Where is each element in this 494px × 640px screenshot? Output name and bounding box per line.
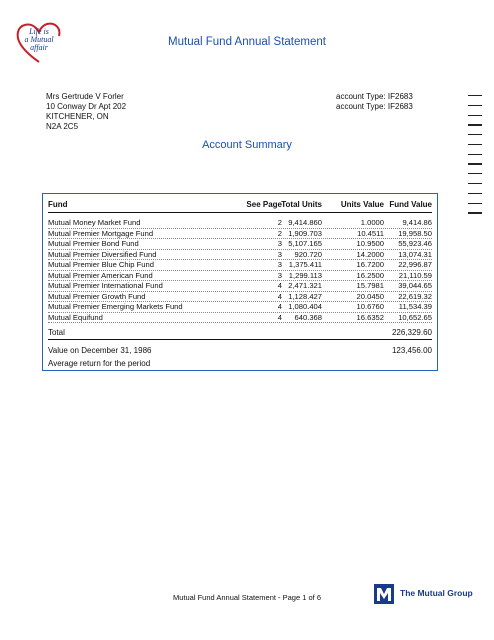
page-footer: Mutual Fund Annual Statement - Page 1 of 6 <box>172 593 321 602</box>
cell-see-page: 3 <box>277 249 282 259</box>
cell-fund-value: 21,110.59 <box>398 270 432 280</box>
margin-tick <box>468 183 482 184</box>
cell-see-page: 4 <box>277 291 282 301</box>
cell-fund-value: 13,074.31 <box>398 249 432 259</box>
average-return-label: Average return for the period <box>48 359 151 368</box>
logo-line-3: affair <box>30 43 48 52</box>
cell-fund: Mutual Premier Diversified Fund <box>48 249 157 259</box>
table-row <box>48 302 432 313</box>
cell-fund-value: 11,534.39 <box>398 302 432 311</box>
header-units-value: Units Value <box>340 200 384 209</box>
cell-see-page: 4 <box>277 281 282 290</box>
cell-units-value: 16.2500 <box>356 270 384 280</box>
cell-fund-value: 55,923.46 <box>398 239 432 248</box>
cell-total-units: 9,414.860 <box>288 218 322 227</box>
header-see-page: See Page <box>246 200 282 209</box>
logo-line-2: a Mutual <box>24 35 54 44</box>
total-row <box>48 328 432 340</box>
table-row <box>48 313 432 324</box>
cell-see-page: 3 <box>277 260 282 269</box>
table-row <box>48 239 432 250</box>
cell-see-page: 2 <box>277 218 282 227</box>
margin-tick <box>468 193 482 194</box>
cell-units-value: 20.0450 <box>356 291 384 301</box>
total-value: 226,329.60 <box>391 328 432 337</box>
cell-total-units: 5,107.165 <box>288 239 322 248</box>
cell-total-units: 2,471.321 <box>288 281 322 290</box>
margin-tick <box>468 163 482 164</box>
cell-total-units: 1,299.113 <box>288 270 322 280</box>
value-date-label: Value on December 31, 1986 <box>48 346 152 355</box>
account-type-1: account Type: IF2683 <box>336 92 413 101</box>
cell-fund: Mutual Premier International Fund <box>48 281 163 290</box>
cell-fund: Mutual Premier American Fund <box>48 270 153 280</box>
margin-tick <box>468 173 482 174</box>
value-date-amount: 123,456.00 <box>391 346 432 355</box>
cell-units-value: 16.6352 <box>356 312 384 322</box>
cell-fund: Mutual Premier Growth Fund <box>48 291 146 301</box>
margin-tick <box>468 212 482 213</box>
cell-fund-value: 22,619.32 <box>398 291 432 301</box>
header-total-units: Total Units <box>281 200 322 209</box>
cell-units-value: 10.9500 <box>356 239 384 248</box>
margin-tick <box>468 134 482 135</box>
cell-total-units: 1,375.411 <box>288 260 322 269</box>
address-street: 10 Conway Dr Apt 202 <box>46 102 127 111</box>
cell-units-value: 16.7200 <box>356 260 384 269</box>
summary-table <box>42 193 438 371</box>
cell-total-units: 920.720 <box>294 249 322 259</box>
statement-title: Mutual Fund Annual Statement <box>168 36 326 48</box>
cell-fund-value: 22,996.87 <box>398 260 432 269</box>
address-city: KITCHENER, ON <box>46 112 109 121</box>
cell-see-page: 2 <box>277 228 282 238</box>
cell-fund: Mutual Premier Emerging Markets Fund <box>48 302 183 311</box>
cell-units-value: 1.0000 <box>360 218 384 227</box>
cell-fund: Mutual Premier Blue Chip Fund <box>48 260 154 269</box>
address-name: Mrs Gertrude V Forler <box>46 92 124 101</box>
cell-total-units: 1,128.427 <box>288 291 322 301</box>
cell-total-units: 1,080.404 <box>288 302 322 311</box>
logo-line-1: Life is <box>29 27 49 36</box>
cell-fund-value: 19,958.50 <box>398 228 432 238</box>
table-row <box>48 281 432 292</box>
table-row <box>48 229 432 240</box>
address-postal: N2A 2C5 <box>46 122 79 131</box>
cell-fund-value: 39,044.65 <box>398 281 432 290</box>
mutual-group-icon <box>372 582 396 606</box>
cell-see-page: 3 <box>277 270 282 280</box>
header-fund: Fund <box>48 200 68 209</box>
cell-units-value: 15.7981 <box>356 281 384 290</box>
margin-tick <box>468 105 482 106</box>
margin-tick <box>468 154 482 155</box>
cell-fund: Mutual Money Market Fund <box>48 218 141 227</box>
account-type-2: account Type: IF2683 <box>336 102 413 111</box>
total-label: Total <box>48 328 65 337</box>
cell-units-value: 10.6760 <box>356 302 384 311</box>
cell-fund: Mutual Premier Mortgage Fund <box>48 228 154 238</box>
margin-tick <box>468 203 482 204</box>
cell-total-units: 640.368 <box>294 312 322 322</box>
margin-tick <box>468 144 482 145</box>
average-return-row <box>48 359 432 369</box>
cell-see-page: 3 <box>277 239 282 248</box>
mailing-address <box>46 92 126 132</box>
table-row <box>48 292 432 303</box>
table-row <box>48 271 432 282</box>
account-info <box>336 92 413 112</box>
table-row <box>48 260 432 271</box>
cell-see-page: 4 <box>277 312 282 322</box>
margin-tick-marks <box>468 95 486 222</box>
account-summary-title: Account Summary <box>202 139 292 151</box>
mutual-group-logo <box>372 582 478 606</box>
margin-tick <box>468 124 482 125</box>
cell-fund-value: 9,414.86 <box>402 218 432 227</box>
table-row <box>48 250 432 261</box>
table-header <box>48 200 432 213</box>
cell-units-value: 10.4511 <box>357 228 384 238</box>
brand-name: The Mutual Group <box>400 588 473 598</box>
cell-fund-value: 10,652.65 <box>398 312 432 322</box>
cell-fund: Mutual Premier Bond Fund <box>48 239 139 248</box>
header-fund-value: Fund Value <box>389 200 432 209</box>
table-rows <box>48 218 432 323</box>
cell-units-value: 14.2000 <box>356 249 384 259</box>
margin-tick <box>468 115 482 116</box>
cell-total-units: 1,909.703 <box>288 228 322 238</box>
cell-fund: Mutual Equifund <box>48 312 103 322</box>
margin-tick <box>468 95 482 96</box>
value-on-date-row <box>48 346 432 356</box>
cell-see-page: 4 <box>277 302 282 311</box>
table-row <box>48 218 432 229</box>
